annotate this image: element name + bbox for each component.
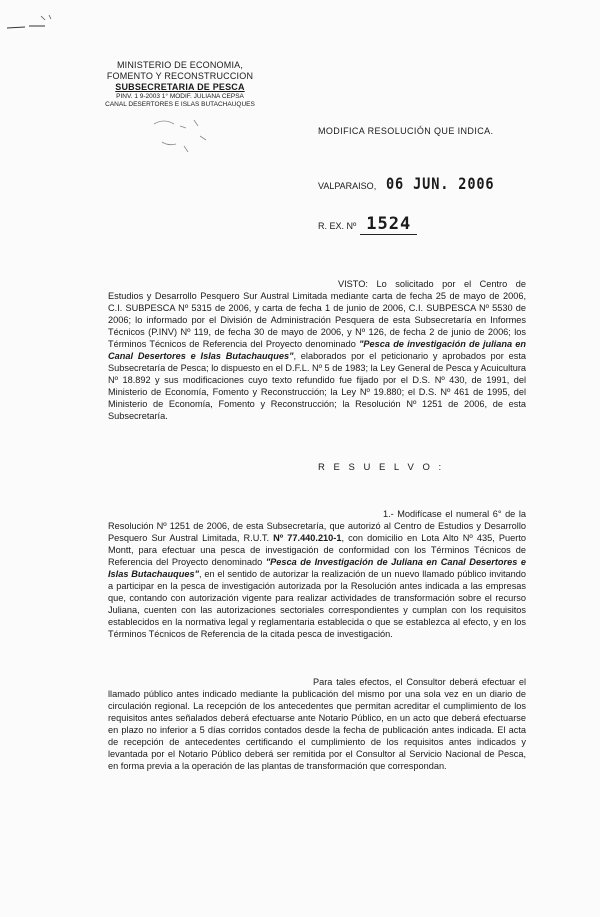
visto-text: VISTO: Lo solicitado por el Centro de Estudios y Desarrollo Pesquero Sur Austral Limitada mediante carta de fecha 25 de mayo de 2006, C.I. SUBPESCA Nº 5315 de 2006, y carta de fecha 1 de junio de 2006, C.I. SUBPESCA Nº 5530 de 2006; lo informado por el División de Administración Pesquera de esta Subsecretaría en Informes Técnicos (P.INV) Nº 119, de fecha 30 de mayo de 2006, y Nº 126, de fecha 2 de junio de 2006; los Términos Técnicos de Referencia del Proyecto denominado [108, 279, 526, 349]
header-ministry-2: FOMENTO Y RECONSTRUCCION [106, 71, 254, 81]
visto-text-tail: , elaborados por el peticionario y aprobados por esta Subsecretaría de Pesca; lo dispuesto en el D.F.L. Nº 5 de 1983; la Ley General de Pesca y Acuicultura Nº 18.892 y sus modificaciones cuyo texto refundido fue fijado por el D.S. Nº 430, de 1991, del Ministerio de Economía, Fomento y Reconstrucción; la Ley Nº 19.880; el D.S. Nº 461 de 1995, del Ministerio de Economía, Fomento y Reconstrucción; la Resolución Nº 1251 de 2006, de esta Subsecretaría. [108, 351, 526, 421]
visto-paragraph [108, 278, 526, 422]
resolution-number [318, 214, 417, 235]
point1-rut: Nº 77.440.210-1 [273, 533, 342, 543]
point1-text: 1.- Modifícase el numeral 6° de la Resolución Nº 1251 de 2006, de esta Subsecretaría, que autorizó al Centro de Estudios y Desarrollo Pesquero Sur Austral Limitada, R.U.T. [108, 509, 526, 543]
visto-project-name: "Pesca de investigación de juliana en Canal Desertores e Islas Butachauques" [108, 339, 526, 361]
paragraph-2-text: Para tales efectos, el Consultor deberá efectuar el llamado público antes indicado mediante la publicación del mismo por una sola vez en un diario de circulación regional. La recepción de los antecedentes que permitan acreditar el cumplimiento de los requisitos antes señalados deberá efectuarse ante Notario Público, en un acto que deberá efectuarse en plazo no inferior a 5 días corridos contados desde la fecha de publicación antes indicada. El acta de recepción de antecedentes certificando el cumplimiento de los requisitos antes indicados y levantada por el Notario Público deberá ser remitida por el Consultor al Servicio Nacional de Pesca, en forma previa a la operación de las plantas de transformación que correspondan. [108, 677, 526, 771]
rex-number-stamp: 1524 [360, 214, 417, 235]
ministry-header [80, 60, 280, 109]
resolution-subject: MODIFICA RESOLUCIÓN QUE INDICA. [318, 126, 494, 136]
place-and-date [318, 174, 514, 193]
point1-text-mid: , con domicilio en Lota Alto Nº 435, Puerto Montt, para efectuar una pesca de investigación de conformidad con los Términos Técnicos de Referencia del Proyecto denominado [108, 533, 526, 567]
place-label: VALPARAISO, [318, 181, 377, 191]
header-project-area: CANAL DESERTORES E ISLAS BUTACHAUQUES [105, 101, 255, 108]
point1-text-tail: , en el sentido de autorizar la realización de un nuevo llamado público invitando a participar en la pesca de investigación autorizada por la Resolución antes indicada a las empresas que, contando con autorización vigente para realizar actividades de transformación sobre el recurso Juliana, cuenten con las autorizaciones sectoriales correspondientes y cumplan con los requisitos establecidos en la normativa legal y reglamentaria establecida o que se establezca al efecto, y en los Términos Técnicos de Referencia de la citada pesca de investigación. [108, 569, 526, 639]
point1-project-name: "Pesca de Investigación de Juliana en Canal Desertores e Islas Butachauques" [108, 557, 526, 579]
paragraph-2 [108, 676, 526, 772]
date-stamp: 06 JUN. 2006 [386, 174, 495, 193]
handwritten-mark [5, 10, 65, 34]
header-subsecretaria: SUBSECRETARIA DE PESCA [115, 82, 245, 92]
header-project-code: PINV. 1 9-2003 1° MODIF. JULIANA CEPSA [116, 93, 244, 100]
point-1-paragraph [108, 508, 526, 640]
header-ministry: MINISTERIO DE ECONOMIA, [116, 60, 244, 70]
rex-label: R. EX. Nº [318, 221, 357, 231]
resuelvo-heading: R E S U E L V O : [318, 462, 445, 473]
stamp-seal [150, 116, 220, 156]
